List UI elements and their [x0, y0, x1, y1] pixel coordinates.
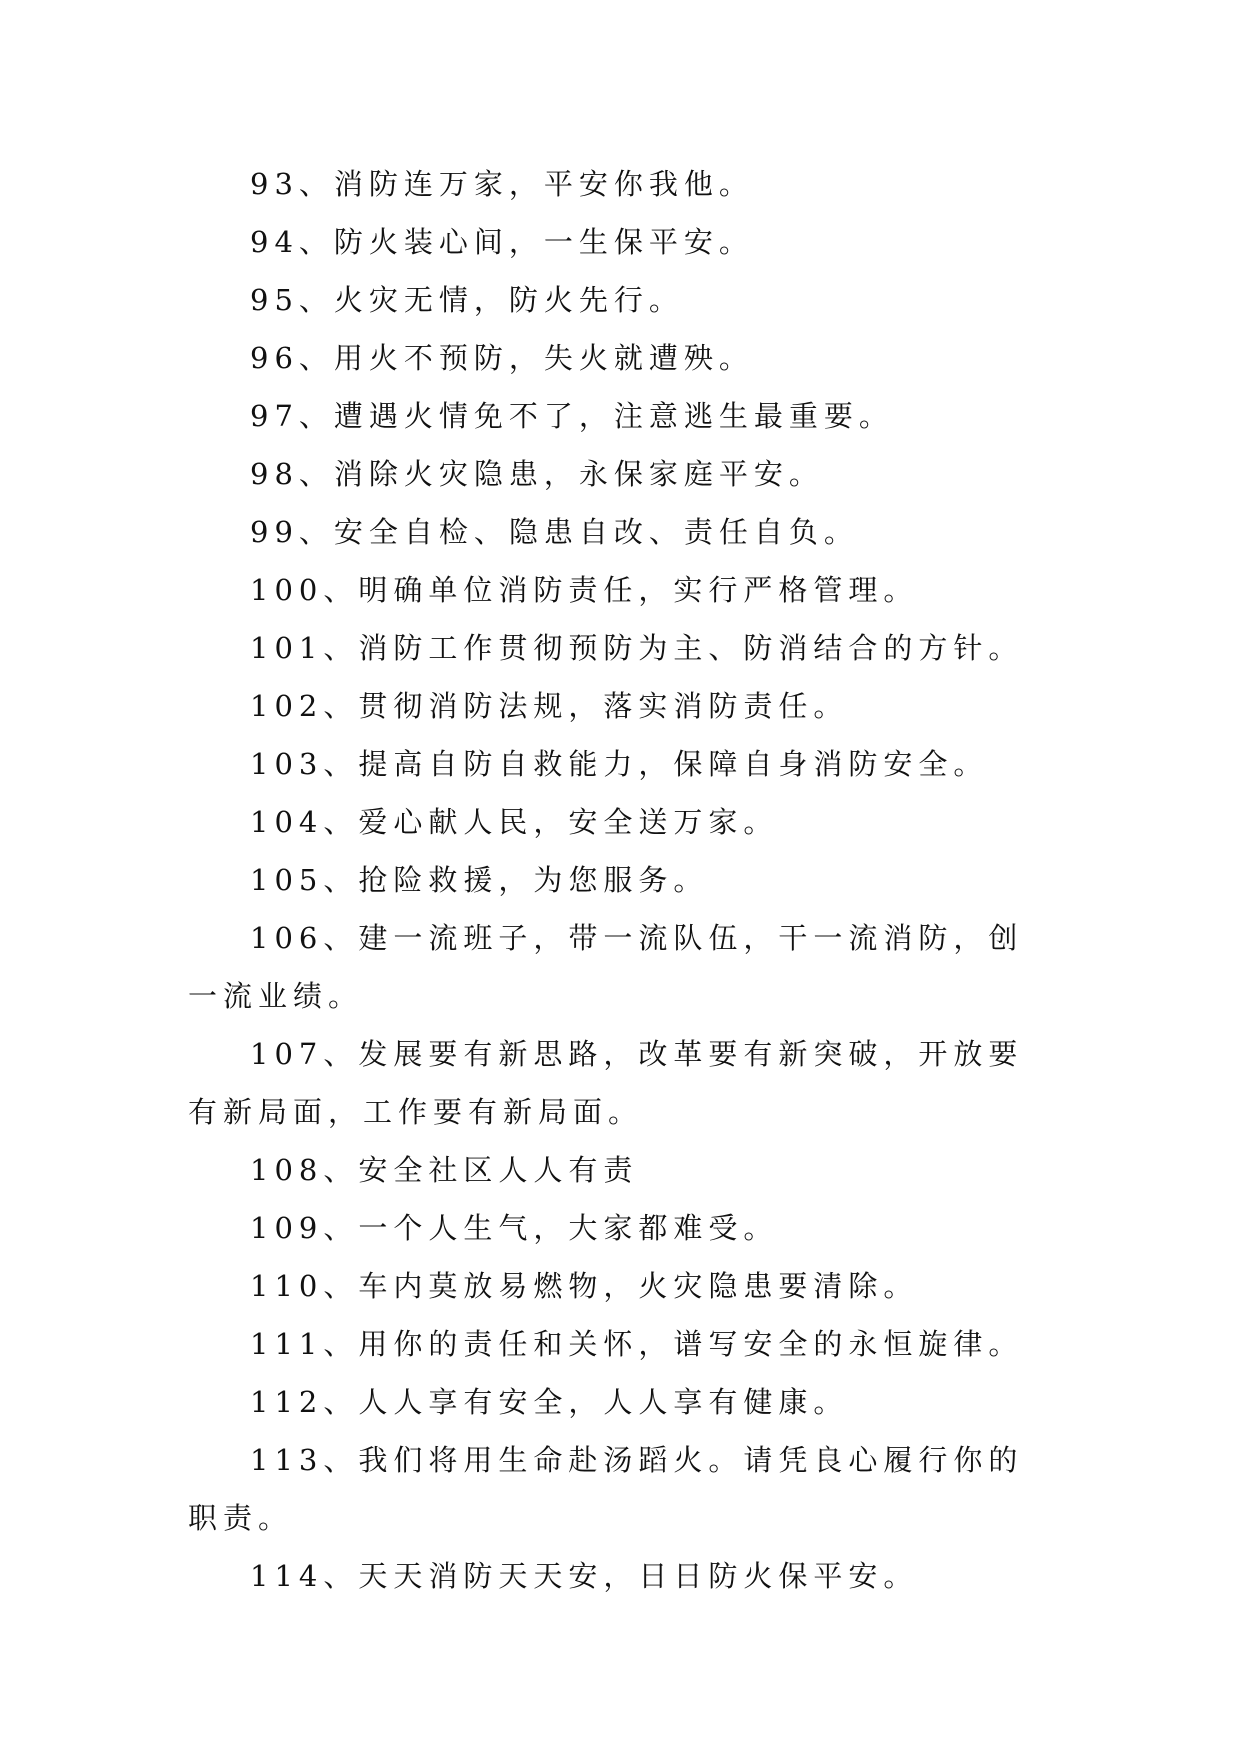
- slogan-item-100: 100、明确单位消防责任，实行严格管理。: [250, 573, 919, 607]
- slogan-item-103: 103、提高自防自救能力，保障自身消防安全。: [250, 747, 989, 781]
- slogan-item-102: 102、贯彻消防法规，落实消防责任。: [250, 689, 849, 723]
- slogan-item-108: 108、安全社区人人有责: [250, 1153, 639, 1187]
- slogan-item-110: 110、车内莫放易燃物，火灾隐患要清除。: [250, 1269, 919, 1303]
- slogan-item-105: 105、抢险救援，为您服务。: [250, 863, 709, 897]
- slogan-item-111: 111、用你的责任和关怀，谱写安全的永恒旋律。: [250, 1327, 1024, 1361]
- slogan-item-98: 98、消除火灾隐患，永保家庭平安。: [250, 457, 824, 491]
- slogan-item-93: 93、消防连万家，平安你我他。: [250, 167, 754, 201]
- slogan-item-99: 99、安全自检、隐患自改、责任自负。: [250, 515, 859, 549]
- slogan-item-97: 97、遭遇火情免不了，注意逃生最重要。: [250, 399, 894, 433]
- slogan-item-106: 106、建一流班子，带一流队伍，干一流消防，创一流业绩。: [188, 921, 1024, 1013]
- slogan-item-101: 101、消防工作贯彻预防为主、防消结合的方针。: [250, 631, 1024, 665]
- slogan-item-94: 94、防火装心间，一生保平安。: [250, 225, 754, 259]
- slogan-item-104: 104、爱心献人民，安全送万家。: [250, 805, 779, 839]
- slogan-item-96: 96、用火不预防，失火就遭殃。: [250, 341, 754, 375]
- slogan-item-107: 107、发展要有新思路，改革要有新突破，开放要有新局面，工作要有新局面。: [188, 1037, 1024, 1129]
- slogan-item-113: 113、我们将用生命赴汤蹈火。请凭良心履行你的职责。: [188, 1443, 1024, 1535]
- slogan-item-112: 112、人人享有安全，人人享有健康。: [250, 1385, 849, 1419]
- slogan-item-109: 109、一个人生气，大家都难受。: [250, 1211, 779, 1245]
- slogan-item-114: 114、天天消防天天安，日日防火保平安。: [250, 1559, 919, 1593]
- slogan-item-95: 95、火灾无情，防火先行。: [250, 283, 684, 317]
